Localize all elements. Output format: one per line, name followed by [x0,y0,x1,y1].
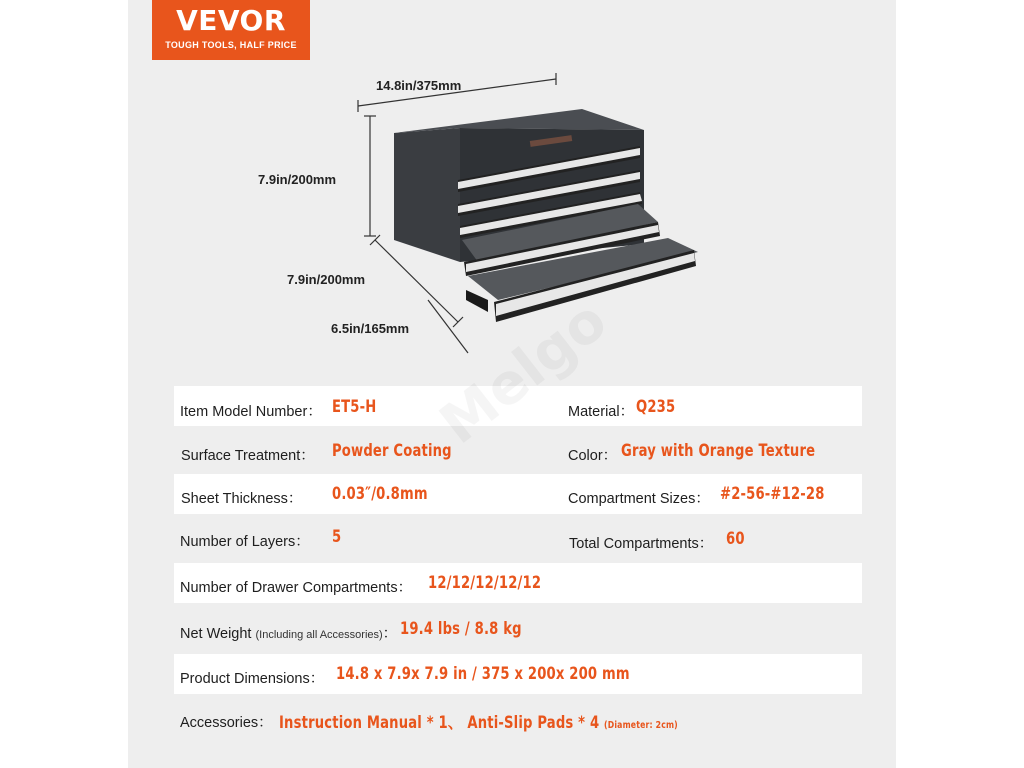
width-dimension-label: 14.8in/375mm [376,78,462,93]
spec-row-net-weight [174,608,862,648]
net-weight-label [180,622,397,643]
compartment-sizes-label: Compartment Sizes： [568,491,710,507]
accessories-value [279,708,678,733]
total-compartments-value: 60 [726,529,745,549]
drawer-extension-label: 6.5in/165mm [331,321,410,336]
item-model-number-label: Item Model Number： [180,404,322,420]
spec-row-product-dimensions [174,654,862,694]
net-weight-label-suffix: ： [382,626,398,642]
product-spec-panel [128,0,896,768]
surface-treatment-label: Surface Treatment： [181,448,315,464]
spec-row-layers-total [174,517,862,557]
cabinet-side [394,128,460,262]
product-dimensions-label: Product Dimensions： [180,671,325,687]
color-value: Gray with Orange Texture [621,441,816,461]
brand-name: VEVOR [176,4,286,37]
drawer-compartments-value: 12/12/12/12/12 [428,573,542,593]
sheet-thickness-label: Sheet Thickness： [181,491,303,507]
spec-row-model-material [174,386,862,426]
surface-treatment-value: Powder Coating [332,441,452,461]
accessories-value-text: Instruction Manual * 1、 Anti-Slip Pads * 4 [279,713,600,733]
accessories-label: Accessories： [180,715,273,731]
net-weight-label-text: Net Weight [180,626,252,642]
item-model-number-value: ET5-H [332,397,377,417]
height-dimension-label: 7.9in/200mm [258,172,337,187]
accessories-value-note: (Diameter: 2cm) [604,720,678,731]
drawer-cabinet-illustration [128,0,896,380]
compartment-sizes-value: #2-56-#12-28 [720,484,825,504]
net-weight-value: 19.4 lbs / 8.8 kg [400,619,522,639]
spec-row-accessories [174,698,862,738]
product-dimensions-value: 14.8 x 7.9x 7.9 in / 375 x 200x 200 mm [336,664,630,684]
drawer-compartments-label: Number of Drawer Compartments： [180,580,413,596]
sheet-thickness-value: 0.03″/0.8mm [332,484,428,504]
color-label: Color： [568,448,618,464]
material-value: Q235 [636,397,676,417]
material-label: Material： [568,404,635,420]
number-of-layers-value: 5 [332,527,342,547]
net-weight-label-note: (Including all Accessories) [255,629,383,641]
depth-dimension-label: 7.9in/200mm [287,272,366,287]
brand-tagline: TOUGH TOOLS, HALF PRICE [165,40,297,50]
spec-row-thickness-sizes [174,474,862,514]
total-compartments-label: Total Compartments： [569,536,714,552]
spec-row-surface-color [174,429,862,469]
spec-row-drawer-compartments [174,563,862,603]
number-of-layers-label: Number of Layers： [180,534,310,550]
